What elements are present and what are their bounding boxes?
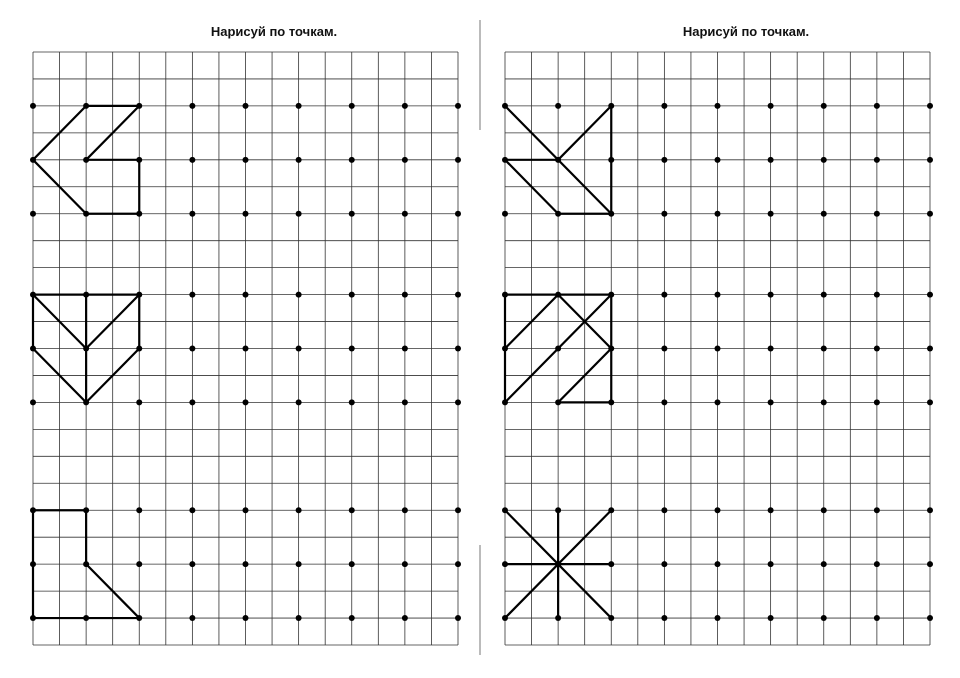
dot — [927, 103, 933, 109]
dot — [189, 561, 195, 567]
dot — [555, 615, 561, 621]
dot — [661, 507, 667, 513]
dot — [768, 292, 774, 298]
dot — [608, 103, 614, 109]
dot — [768, 399, 774, 405]
dot — [874, 615, 880, 621]
dot — [243, 615, 249, 621]
dot — [608, 399, 614, 405]
dot — [402, 561, 408, 567]
dot — [555, 507, 561, 513]
dot — [30, 507, 36, 513]
dot — [821, 615, 827, 621]
dot — [349, 211, 355, 217]
dot — [555, 561, 561, 567]
dot — [296, 507, 302, 513]
dot — [874, 103, 880, 109]
dot — [30, 615, 36, 621]
dot — [189, 157, 195, 163]
dot — [296, 615, 302, 621]
dot — [402, 292, 408, 298]
dot — [715, 292, 721, 298]
dot — [30, 292, 36, 298]
dot — [189, 211, 195, 217]
dot — [608, 211, 614, 217]
dot — [661, 103, 667, 109]
dot — [502, 157, 508, 163]
dot — [768, 561, 774, 567]
dot — [455, 507, 461, 513]
dot — [349, 292, 355, 298]
dot — [243, 103, 249, 109]
dot — [821, 561, 827, 567]
dot — [768, 346, 774, 352]
dot — [83, 399, 89, 405]
dot — [83, 507, 89, 513]
dot — [608, 292, 614, 298]
dot — [83, 615, 89, 621]
dot — [296, 561, 302, 567]
dot — [30, 211, 36, 217]
dot — [927, 561, 933, 567]
dot — [455, 292, 461, 298]
dot — [243, 346, 249, 352]
dot — [455, 103, 461, 109]
dot — [502, 615, 508, 621]
dot — [83, 103, 89, 109]
dot — [189, 292, 195, 298]
dot — [136, 615, 142, 621]
dot — [349, 103, 355, 109]
dot — [502, 103, 508, 109]
dot — [874, 211, 880, 217]
dot — [83, 561, 89, 567]
dot — [83, 292, 89, 298]
worksheet-title-left: Нарисуй по точкам. — [210, 24, 338, 39]
dot — [502, 211, 508, 217]
dot — [83, 157, 89, 163]
dot — [927, 507, 933, 513]
dot — [243, 157, 249, 163]
dot — [502, 507, 508, 513]
dot — [349, 561, 355, 567]
dot — [555, 211, 561, 217]
dot — [296, 157, 302, 163]
dot — [30, 103, 36, 109]
dot — [608, 346, 614, 352]
dot — [821, 103, 827, 109]
dot — [874, 157, 880, 163]
dot — [243, 561, 249, 567]
dot — [874, 292, 880, 298]
dot — [402, 103, 408, 109]
dot — [402, 615, 408, 621]
dot — [555, 399, 561, 405]
dot — [927, 211, 933, 217]
dot — [502, 561, 508, 567]
dot — [715, 157, 721, 163]
dot — [821, 346, 827, 352]
dot — [661, 346, 667, 352]
dot — [715, 399, 721, 405]
dot — [455, 211, 461, 217]
dot — [661, 399, 667, 405]
dot — [402, 157, 408, 163]
dot — [402, 399, 408, 405]
dot — [243, 507, 249, 513]
dot — [349, 346, 355, 352]
dot — [243, 399, 249, 405]
dot — [768, 157, 774, 163]
dot — [555, 103, 561, 109]
dot — [661, 211, 667, 217]
dot — [189, 346, 195, 352]
dot — [821, 507, 827, 513]
dot — [296, 292, 302, 298]
dot — [296, 103, 302, 109]
dot — [715, 346, 721, 352]
dot — [715, 561, 721, 567]
dot — [136, 211, 142, 217]
dot — [349, 157, 355, 163]
dot — [661, 561, 667, 567]
dot — [768, 103, 774, 109]
dot — [455, 346, 461, 352]
dot — [136, 103, 142, 109]
dot — [821, 157, 827, 163]
dot — [768, 615, 774, 621]
dot — [349, 507, 355, 513]
dot — [30, 346, 36, 352]
dot — [715, 615, 721, 621]
dot — [296, 346, 302, 352]
dot — [927, 615, 933, 621]
dot — [402, 211, 408, 217]
dot — [715, 211, 721, 217]
dot — [455, 399, 461, 405]
dot — [821, 292, 827, 298]
dot — [402, 507, 408, 513]
dot — [661, 292, 667, 298]
dot — [555, 346, 561, 352]
dot — [768, 507, 774, 513]
dot — [608, 507, 614, 513]
dot — [243, 292, 249, 298]
dot — [189, 507, 195, 513]
dot — [189, 615, 195, 621]
dot — [83, 211, 89, 217]
dot — [502, 399, 508, 405]
dot — [296, 399, 302, 405]
dot — [608, 615, 614, 621]
dot — [555, 292, 561, 298]
dot — [927, 292, 933, 298]
dot — [821, 211, 827, 217]
dot — [136, 157, 142, 163]
dot — [927, 157, 933, 163]
dot — [136, 507, 142, 513]
dot — [402, 346, 408, 352]
dot — [30, 561, 36, 567]
dot — [349, 399, 355, 405]
worksheet-title-right: Нарисуй по точкам. — [682, 24, 810, 39]
dot — [715, 103, 721, 109]
dot — [136, 561, 142, 567]
dot — [927, 346, 933, 352]
dot — [502, 292, 508, 298]
dot — [189, 103, 195, 109]
dot — [927, 399, 933, 405]
dot — [874, 399, 880, 405]
dot — [30, 399, 36, 405]
dot — [874, 561, 880, 567]
dot — [821, 399, 827, 405]
dot — [30, 157, 36, 163]
dot — [136, 346, 142, 352]
dot — [608, 561, 614, 567]
dot — [715, 507, 721, 513]
dot — [243, 211, 249, 217]
dot — [83, 346, 89, 352]
dot — [874, 507, 880, 513]
dot — [661, 157, 667, 163]
dot — [349, 615, 355, 621]
dot — [768, 211, 774, 217]
dot — [874, 346, 880, 352]
dot — [136, 399, 142, 405]
dot — [455, 157, 461, 163]
dot — [502, 346, 508, 352]
dot — [189, 399, 195, 405]
dot — [661, 615, 667, 621]
dot — [296, 211, 302, 217]
dot — [455, 615, 461, 621]
dot — [608, 157, 614, 163]
dot — [136, 292, 142, 298]
dot — [455, 561, 461, 567]
dot — [555, 157, 561, 163]
